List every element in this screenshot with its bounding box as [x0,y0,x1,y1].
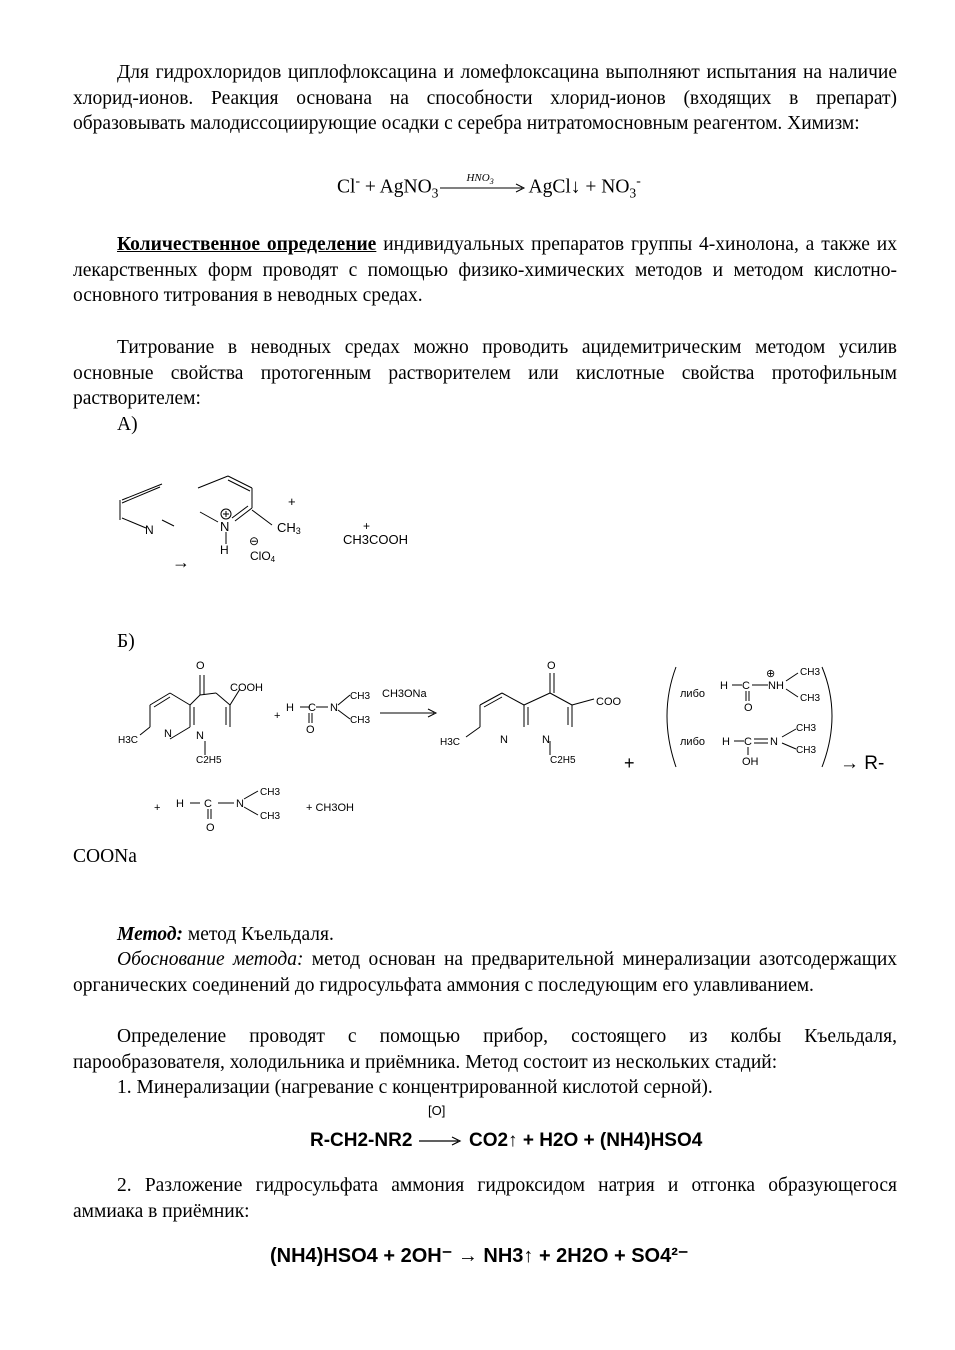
scheme-a-ch3cooh: CH3COOH [343,532,409,547]
b-ch3-g: CH3 [260,787,281,798]
b-h4: H [176,798,184,810]
b-ch3-bottom: CH3 [350,715,371,726]
coona-label: COONa [73,846,137,867]
equation-mineralization [310,1130,702,1152]
scheme-b [110,655,910,840]
paragraph-quantitative-text: индивидуальных препаратов группы 4-хинолона, а также их лекарственных форм проводят с помощью физико-химических методов и методом кислотно-основного титрования в неводных средах. [73,234,897,306]
b-ch3-e: CH3 [796,723,817,734]
b-libo2: либо [680,736,705,748]
b-n-ring: N [164,728,172,740]
basis-label: Обоснование метода: [117,949,304,970]
eq1-prod-charge: - [636,173,641,188]
b-tail: → R- [840,753,885,774]
b-c: C [308,702,316,714]
scheme-a-ch3: CH3 [277,520,301,536]
eq1-arrow-label: $HNO_3$ [466,172,494,187]
eq1-prod-sub: 3 [629,185,637,201]
b-prod-c2h5: C2H5 [550,755,576,766]
b-h: H [286,702,294,714]
b-c3: C [744,736,752,748]
arrow-icon [438,178,528,198]
b-h2: H [720,680,728,692]
b-prod-h3c: H3C [440,737,461,748]
eq1-agno3: + AgNO [359,176,432,198]
scheme-a-n-plus: N [220,519,230,534]
arrow-icon [418,1134,464,1148]
b-o: O [196,660,205,672]
b-o-dbl: O [306,724,315,736]
scheme-a-plus-mid: + [363,519,371,533]
scheme-a-plus-top: + [288,494,296,509]
b-c2h5: C2H5 [196,755,222,766]
b-ch3-top: CH3 [350,691,371,702]
b-c4: C [204,798,212,810]
paragraph-chloride-test: Для гидрохлоридов циплофлоксацина и ломефлоксацина выполняют испытания на наличие хлорид-ионов. Реакция основана на способности хлорид-ионов (входящих в препарат) образовывать малодиссоциирующие осадки с серебра нитратомосновным реагентом. Химизм: [73,62,897,134]
paragraph-quantitative [73,232,897,309]
scheme-a [110,470,450,580]
label-b: Б) [117,631,135,652]
eq2-rhs: CO2↑ + H2O + (NH4)HSO4 [468,1130,703,1151]
b-o4: O [206,822,215,834]
b-plus-circle: ⊕ [766,668,776,680]
b-h3: H [722,736,730,748]
scheme-a-arrow: → [172,552,190,572]
paragraph-apparatus: Определение проводят с помощью прибор, состоящего из колбы Къельдаля, парообразователя, холодильника и приёмника. Метод состоит из нескольких стадий: [73,1026,897,1073]
equation-chloride [337,168,641,205]
paragraph-basis [73,947,897,998]
eq1-sub: 3 [431,185,439,201]
b-prod-n-sub: N [542,734,550,746]
eq1-arrow [438,172,528,198]
b-plus-b: + [624,753,635,773]
eq1-cl-charge: - [355,173,360,188]
scheme-a-minus: ⊖ [249,534,260,548]
eq2-lhs: R-CH2-NR2 [310,1130,413,1151]
b-libo1: либо [680,688,705,700]
b-n: N [330,702,338,714]
scheme-a-n1: N [145,523,154,537]
b-ch3-d: CH3 [800,693,821,704]
b-h3c: H3C [118,735,139,746]
b-nh: NH [768,680,784,692]
step-2: 2. Разложение гидросульфата аммония гидроксидом натрия и отгонка образующегося аммиака в приёмник: [73,1175,897,1222]
paragraph-nonaqueous: Титрование в неводных средах можно проводить ацидемитрическим методом усилив основные свойства протогенным растворителем или кислотные свойства протофильным растворителем: [73,337,897,409]
b-n4: N [236,798,244,810]
b-c2: C [742,680,750,692]
b-plus-c: + [154,802,161,814]
eq1-cl: Cl [337,176,356,198]
b-ch3-f: CH3 [796,745,817,756]
b-coo: COO [596,696,622,708]
b-n3: N [770,736,778,748]
b-ch3-h: CH3 [260,811,281,822]
label-a: А) [117,414,138,435]
basis-text: метод основан на предварительной минерализации азотсодержащих органических соединений до гидросульфата аммония с последующим его улавливанием. [73,949,898,996]
b-n-sub: N [196,730,204,742]
eq1-product: AgCl↓ + NO [528,176,630,198]
method-label: Метод: [117,924,184,945]
step-1: 1. Минерализации (нагревание с концентрированной кислотой серной). [117,1077,713,1098]
scheme-a-h: H [220,543,229,557]
b-plus-a: + [274,710,281,722]
b-ch3ona: CH3ONa [382,688,427,700]
method-text: метод Къельдаля. [183,924,334,945]
b-prod-o: O [547,660,556,672]
equation-decomposition: (NH4)HSO4 + 2OH⁻ → NH3↑ + 2H2O + SO4²⁻ [270,1245,689,1267]
b-cooh: COOH [230,682,263,694]
eq2-over: [O] [428,1103,446,1118]
heading-quantitative: Количественное определение [117,234,377,255]
scheme-a-clo4: ClO4 [250,549,276,564]
paragraph-method [73,922,897,948]
b-o2: O [744,702,753,714]
b-oh: OH [742,756,759,768]
b-plus-d: + CH3OH [306,802,354,814]
b-prod-n-ring: N [500,734,508,746]
b-ch3-c: CH3 [800,667,821,678]
